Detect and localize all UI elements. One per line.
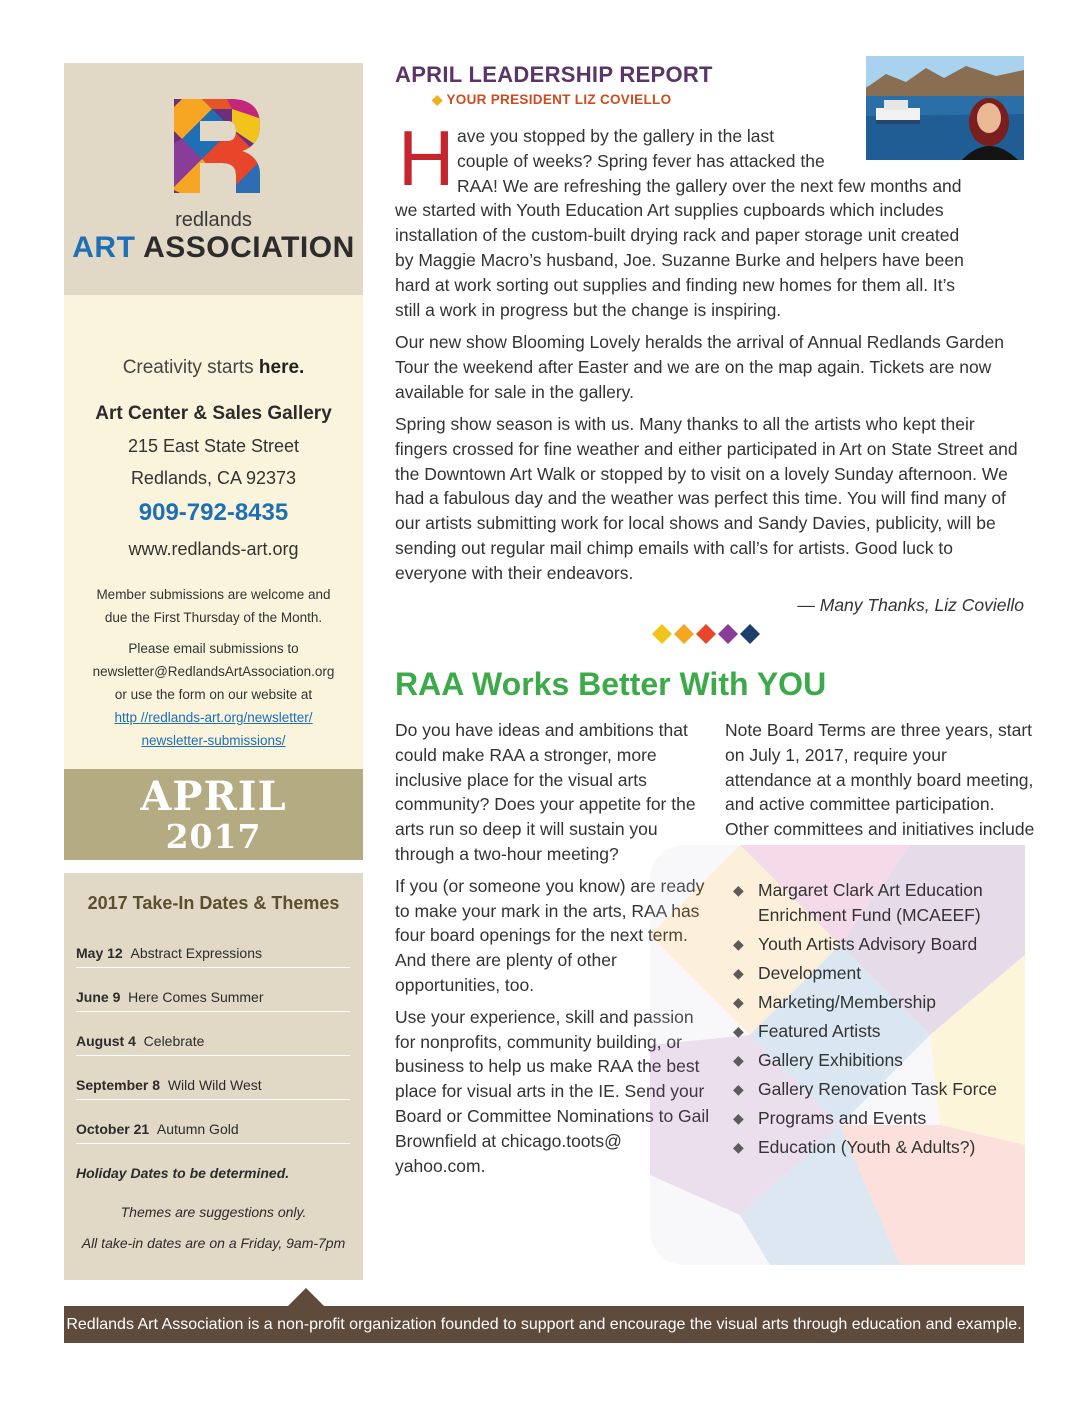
- committee-name: Development: [758, 962, 862, 983]
- takein-theme: Here Comes Summer: [128, 989, 264, 1005]
- themes-note: Themes are suggestions only.: [120, 1204, 307, 1220]
- issue-year: 2017: [165, 817, 262, 856]
- diamond-bullet-icon: ◆: [733, 1051, 744, 1068]
- takein-row: [76, 1019, 350, 1056]
- report-signature: — Many Thanks, Liz Coviello: [797, 595, 1024, 615]
- report-line: by Maggie Macro’s husband, Joe. Suzanne Burke and helpers have been: [395, 249, 964, 270]
- drop-cap: H: [398, 114, 455, 202]
- report-paragraph: Our new show Blooming Lovely heralds the arrival of Annual Redlands Garden Tour the weekend after Easter and we are on the map again. Tickets are now available for sale in the gallery.: [395, 332, 1004, 402]
- raa-paragraph: Do you have ideas and ambitions that could make RAA a stronger, more inclusive place for the visual arts community? Does your appetite for the arts run so deep it will sustain you through a two-hour meeting?: [395, 720, 696, 864]
- committee-list: [733, 878, 1033, 1164]
- report-title: APRIL LEADERSHIP REPORT: [395, 62, 713, 87]
- footer-pointer: [288, 1288, 324, 1306]
- diamond-bullet-icon: ◆: [733, 964, 744, 981]
- contact-info-panel: [64, 295, 363, 769]
- list-item: [733, 1019, 1033, 1044]
- email-note-line: Please email submissions to: [128, 641, 299, 656]
- byline-text: YOUR PRESIDENT LIZ COVIELLO: [446, 92, 672, 107]
- takein-row: [76, 1063, 350, 1100]
- committee-name: Margaret Clark Art Education Enrichment Fund (MCAEEF): [758, 880, 983, 925]
- gallery-name: Art Center & Sales Gallery: [95, 403, 332, 424]
- city-address: Redlands, CA 92373: [130, 468, 297, 488]
- logo-wordmark: [64, 231, 363, 265]
- committee-name: Gallery Renovation Task Force: [758, 1078, 997, 1099]
- committee-name: Gallery Exhibitions: [758, 1049, 903, 1070]
- list-item: [733, 990, 1033, 1015]
- list-item: [733, 1135, 1033, 1160]
- committee-name: Youth Artists Advisory Board: [758, 933, 978, 954]
- report-line: RAA! We are refreshing the gallery over the next few months and: [457, 175, 962, 196]
- takein-dates-panel: [64, 873, 363, 1280]
- phone-number: 909-792-8435: [138, 499, 289, 526]
- submission-form-link[interactable]: http //redlands-art.org/newsletter/: [114, 710, 313, 725]
- list-item: [733, 878, 1033, 927]
- report-byline: [432, 92, 671, 108]
- list-item: [733, 961, 1033, 986]
- website-url: www.redlands-art.org: [128, 539, 299, 559]
- issue-date-panel: [64, 769, 363, 860]
- email-note-line: or use the form on our website at: [114, 687, 313, 702]
- takein-row: [76, 931, 350, 968]
- issue-month: APRIL: [140, 773, 287, 820]
- takein-date: September 8: [76, 1077, 161, 1093]
- submission-note-line: due the First Thursday of the Month.: [104, 610, 323, 625]
- report-paragraph: Spring show season is with us. Many thanks to all the artists who kept their fingers crossed for fine weather and either participated in Art on State Street and the Downtown Art Walk or stopped by to visit on a lovely Sunday afternoon. We had a fabulous day and the weather was perfect this time. You will find many of our artists submitting work for local shows and Sandy Davies, publicity, will be sending out regular mail chimp emails with call’s for artists. Good luck to everyone with their endeavors.: [395, 414, 1018, 583]
- committee-name: Education (Youth & Adults?): [758, 1136, 976, 1157]
- diamond-bullet-icon: ◆: [733, 993, 744, 1010]
- diamond-bullet-icon: ◆: [733, 1080, 744, 1097]
- takein-schedule-note: All take-in dates are on a Friday, 9am-7pm: [81, 1235, 346, 1251]
- tagline-text: Creativity starts: [122, 357, 259, 378]
- diamond-bullet-icon: ◆: [733, 882, 744, 898]
- raa-paragraph: Note Board Terms are three years, start on July 1, 2017, require your attendance at a monthly board meeting, and active committee participation. Other committees and initiatives include: [725, 720, 1035, 840]
- diamond-bullet-icon: ◆: [733, 935, 744, 952]
- newsletter-email: newsletter@RedlandsArtAssociation.org: [92, 664, 335, 679]
- list-item: [733, 1077, 1033, 1102]
- takein-theme: Abstract Expressions: [130, 945, 262, 961]
- logo-word-association: ASSOCIATION: [143, 231, 355, 264]
- committee-name: Marketing/Membership: [758, 991, 936, 1012]
- street-address: 215 East State Street: [127, 436, 300, 456]
- committee-name: Programs and Events: [758, 1107, 927, 1128]
- logo-wordmark-small: redlands: [175, 209, 252, 231]
- takein-date: May 12: [76, 945, 123, 961]
- takein-title: 2017 Take-In Dates & Themes: [87, 893, 340, 913]
- diamond-bullet-icon: ◆: [733, 1138, 744, 1155]
- list-item: [733, 932, 1033, 957]
- takein-theme: Celebrate: [143, 1033, 205, 1049]
- tagline: [64, 357, 363, 379]
- diamond-bullet-icon: ◆: [733, 1022, 744, 1039]
- list-item: [733, 1106, 1033, 1131]
- diamond-divider-icon: [652, 622, 772, 646]
- submission-note-line: Member submissions are welcome and: [96, 587, 331, 602]
- diamond-bullet-icon: ◆: [733, 1109, 744, 1126]
- report-line: installation of the custom-built drying rack and paper storage unit created: [395, 225, 960, 246]
- takein-date: August 4: [76, 1033, 136, 1049]
- takein-theme: Autumn Gold: [156, 1121, 239, 1137]
- report-line: ave you stopped by the gallery in the last: [457, 126, 775, 146]
- raa-right-column: [725, 718, 1035, 854]
- report-paragraph: [395, 124, 1025, 322]
- holiday-note: Holiday Dates to be determined.: [76, 1165, 290, 1181]
- submission-note: [64, 583, 363, 629]
- takein-theme: Wild Wild West: [167, 1077, 262, 1093]
- submission-form-link-continued[interactable]: newsletter-submissions/: [141, 733, 286, 748]
- logo-panel: [64, 63, 363, 295]
- footer-banner: Redlands Art Association is a non-profit organization founded to support and encourage the visual arts through education and example.: [64, 1306, 1024, 1343]
- report-line: couple of weeks? Spring fever has attacked the: [457, 150, 825, 171]
- raa-section-title: RAA Works Better With YOU: [395, 666, 827, 702]
- raa-paragraph: If you (or someone you know) are ready to make your mark in the arts, RAA has four board openings for the next term. And there are plenty of other opportunities, too.: [395, 875, 705, 995]
- takein-row: [76, 1107, 350, 1144]
- report-line: we started with Youth Education Art supplies cupboards which includes: [395, 200, 944, 221]
- takein-date: October 21: [76, 1121, 150, 1137]
- sidebar: [64, 63, 363, 1280]
- report-line: hard at work sorting out supplies and finding new homes for them all. It’s: [395, 274, 955, 295]
- redlands-logo-mark-icon: [172, 99, 262, 195]
- logo-word-art: ART: [72, 231, 136, 264]
- tagline-emphasis: here.: [258, 357, 305, 378]
- raa-paragraph: Use your experience, skill and passion for nonprofits, community building, or business to help us make RAA the best place for visual arts in the IE. Send your Board or Committee Nominations to Gail Brownfield at chicago.toots@ yahoo.com.: [395, 1006, 710, 1176]
- report-line: still a work in progress but the change is inspiring.: [395, 299, 782, 320]
- email-note: [64, 637, 363, 752]
- committee-name: Featured Artists: [758, 1020, 881, 1041]
- takein-date: June 9: [76, 989, 121, 1005]
- diamond-icon: ◆: [432, 92, 443, 107]
- list-item: [733, 1048, 1033, 1073]
- takein-row: [76, 975, 350, 1012]
